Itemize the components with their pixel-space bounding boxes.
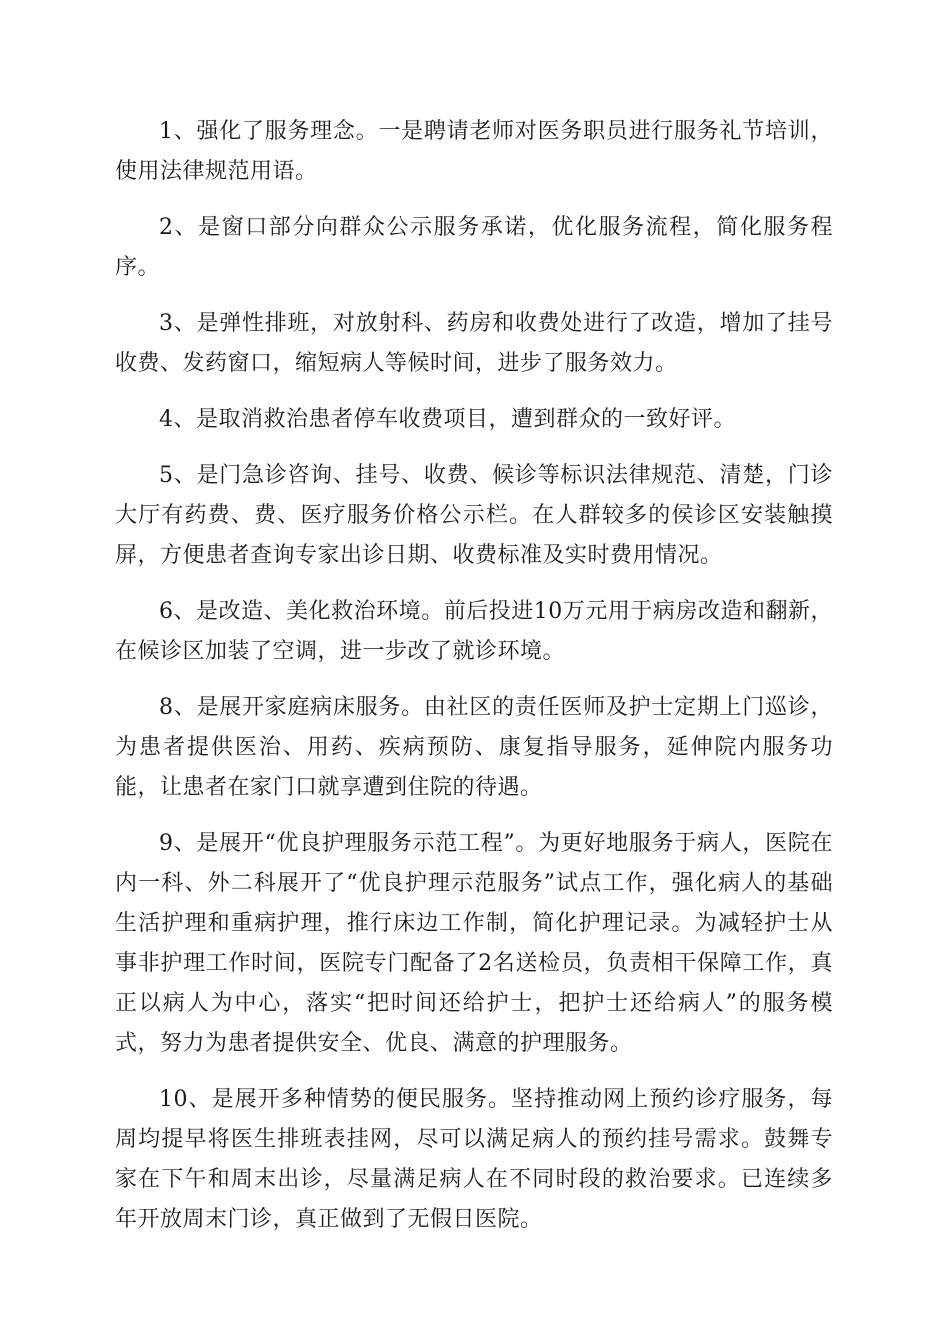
paragraph-8: 8、是展开家庭病床服务。由社区的责任医师及护士定期上门巡诊，为患者提供医治、用药、疾病预防、康复指导服务，延伸院内服务功能，让患者在家门口就享遭到住院的待遇。 [115, 695, 833, 800]
paragraph-9: 9、是展开“优良护理服务示范工程”。为更好地服务于病人，医院在内一科、外二科展开了“优良护理示范服务”试点工作，强化病人的基础生活护理和重病护理，推行床边工作制，简化护理记录。为减轻护士从事非护理工作时间，医院专门配备了2名送检员，负责相干保障工作，真正以病人为中心，落实“把时间还给护士，把护士还给病人”的服务模式，努力为患者提供安全、优良、满意的护理服务。 [115, 831, 833, 1056]
paragraph-10: 10、是展开多种情势的便民服务。坚持推动网上预约诊疗服务，每周均提早将医生排班表挂网，尽可以满足病人的预约挂号需求。鼓舞专家在下午和周末出诊，尽量满足病人在不同时段的救治要求。已连续多年开放周末门诊，真正做到了无假日医院。 [115, 1087, 833, 1232]
paragraph-5: 5、是门急诊咨询、挂号、收费、候诊等标识法律规范、清楚，门诊大厅有药费、费、医疗服务价格公示栏。在人群较多的侯诊区安装触摸屏，方便患者查询专家出诊日期、收费标准及实时费用情况。 [115, 463, 833, 568]
paragraph-4: 4、是取消救治患者停车收费项目，遭到群众的一致好评。 [159, 407, 736, 432]
paragraph-3: 3、是弹性排班，对放射科、药房和收费处进行了改造，增加了挂号收费、发药窗口，缩短病人等候时间，进步了服务效力。 [115, 311, 833, 376]
document-body [115, 112, 833, 1256]
paragraph-2: 2、是窗口部分向群众公示服务承诺，优化服务流程，简化服务程序。 [115, 215, 833, 280]
paragraph-1: 1、强化了服务理念。一是聘请老师对医务职员进行服务礼节培训，使用法律规范用语。 [115, 119, 833, 184]
paragraph-6: 6、是改造、美化救治环境。前后投进10万元用于病房改造和翻新，在候诊区加装了空调，进一步改了就诊环境。 [115, 599, 833, 664]
